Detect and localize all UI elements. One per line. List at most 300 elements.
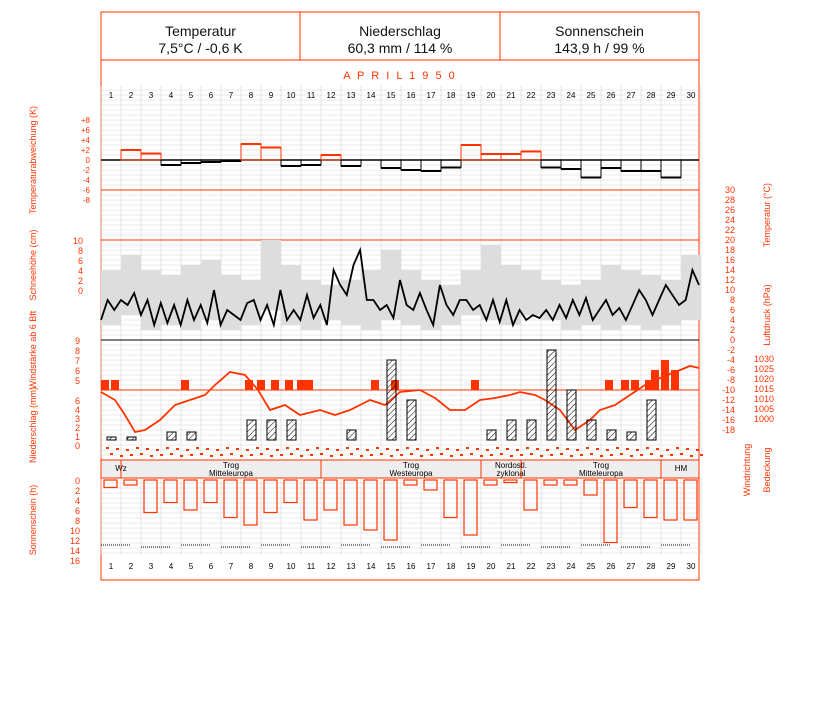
temperature-tick: 22 xyxy=(724,225,735,235)
wind-bar xyxy=(285,380,293,390)
precip-bar xyxy=(287,420,296,440)
sunshine-tick: 2 xyxy=(74,486,80,496)
wind-bar xyxy=(621,380,629,390)
sunshine-bar xyxy=(344,480,357,525)
precip-bar xyxy=(347,430,356,440)
wind-direction-mark xyxy=(246,449,249,451)
cloud-cover-mark xyxy=(150,455,153,457)
precip-bar xyxy=(567,390,576,440)
wind-direction-mark xyxy=(386,448,389,450)
day-label-bottom: 25 xyxy=(586,562,596,571)
wind-direction-mark xyxy=(106,447,109,449)
day-label-top: 3 xyxy=(148,91,154,100)
cloud-cover-mark xyxy=(340,454,343,456)
sunshine-bar xyxy=(284,480,297,503)
header-temperature-value: 7,5°C / -0,6 K xyxy=(158,40,243,56)
temp-anomaly-tick: 0 xyxy=(85,156,90,165)
temp-anomaly-bar xyxy=(601,160,621,168)
temp-anomaly-bar xyxy=(641,160,661,171)
cloud-cover-mark xyxy=(470,453,473,455)
temp-anomaly-bar xyxy=(561,160,581,169)
wind-bar xyxy=(101,380,109,390)
day-label-top: 22 xyxy=(526,91,536,100)
cloud-cover-mark xyxy=(310,454,313,456)
day-label-top: 13 xyxy=(346,91,356,100)
wind-direction-mark xyxy=(426,449,429,451)
cloud-cover-mark xyxy=(510,455,513,457)
day-label-top: 4 xyxy=(168,91,174,100)
day-label-top: 17 xyxy=(426,91,436,100)
sunshine-bar xyxy=(324,480,337,510)
wind-bar xyxy=(257,380,265,390)
header-precipitation-value: 60,3 mm / 114 % xyxy=(347,40,453,56)
cloud-cover-mark xyxy=(430,454,433,456)
sunshine-bar xyxy=(404,480,417,485)
precip-tick: 2 xyxy=(74,423,80,433)
cloud-cover-mark xyxy=(640,454,643,456)
temp-anomaly-bar xyxy=(241,144,261,160)
precip-tick: 3 xyxy=(74,414,80,424)
temperature-band xyxy=(681,255,701,320)
temperature-tick: 26 xyxy=(724,205,735,215)
wind-direction-mark xyxy=(136,447,139,449)
precip-axis-label: Niederschlag (mm) xyxy=(28,386,38,464)
sunshine-bar xyxy=(684,480,697,520)
cloud-cover-mark xyxy=(390,455,393,457)
temp-anomaly-tick: +2 xyxy=(80,146,90,155)
temperature-tick: 20 xyxy=(724,235,735,245)
wind-direction-mark xyxy=(416,448,419,450)
day-label-bottom: 8 xyxy=(248,562,254,571)
precip-tick: 4 xyxy=(74,405,80,415)
sunshine-bar xyxy=(664,480,677,520)
day-label-top: 23 xyxy=(546,91,556,100)
day-label-bottom: 30 xyxy=(686,562,696,571)
temperature-tick: 28 xyxy=(724,195,735,205)
sunshine-tick: 12 xyxy=(69,536,80,546)
precip-tick: 6 xyxy=(74,396,80,406)
cloud-cover-mark xyxy=(210,455,213,457)
temperature-tick: -18 xyxy=(721,425,735,435)
precip-bar xyxy=(167,432,176,440)
sunshine-tick: 6 xyxy=(74,506,80,516)
precip-bar xyxy=(487,430,496,440)
sunshine-tick: 16 xyxy=(69,556,80,566)
sunshine-bar xyxy=(384,480,397,540)
temperature-tick: 18 xyxy=(724,245,735,255)
day-label-top: 30 xyxy=(686,91,696,100)
sunshine-tick: 14 xyxy=(69,546,80,556)
temperature-tick: 30 xyxy=(724,185,735,195)
cloud-cover-mark xyxy=(420,455,423,457)
cloud-cover-mark xyxy=(440,453,443,455)
day-label-top: 27 xyxy=(626,91,636,100)
wind-direction-mark xyxy=(496,447,499,449)
day-label-top: 19 xyxy=(466,91,476,100)
temperature-tick: -2 xyxy=(726,345,735,355)
weather-type-name: Westeuropa xyxy=(389,469,433,478)
cloud-cover-mark xyxy=(490,454,493,456)
wind-direction-mark xyxy=(206,448,209,450)
wind-direction-mark xyxy=(306,449,309,451)
wind-direction-mark xyxy=(436,447,439,449)
sunshine-bar xyxy=(644,480,657,518)
cloud-cover-mark xyxy=(610,454,613,456)
wind-direction-mark xyxy=(596,448,599,450)
snow-tick: 2 xyxy=(77,276,83,286)
day-label-top: 10 xyxy=(286,91,296,100)
day-label-bottom: 23 xyxy=(546,562,556,571)
snow-axis-label: Schneehöhe (cm) xyxy=(28,229,38,301)
cloud-cover-mark xyxy=(480,455,483,457)
temperature-band xyxy=(521,270,541,315)
cloud-cover-mark xyxy=(460,454,463,456)
sunshine-bar xyxy=(444,480,457,518)
day-label-bottom: 14 xyxy=(366,562,376,571)
cloud-cover-mark xyxy=(400,454,403,456)
temperature-tick: -4 xyxy=(726,355,735,365)
wind-axis-label: Windstärke ab 6 Bft xyxy=(28,310,38,390)
day-label-top: 7 xyxy=(228,91,234,100)
day-label-bottom: 16 xyxy=(406,562,416,571)
wind-direction-mark xyxy=(636,449,639,451)
cloud-cover-mark xyxy=(120,455,123,457)
cloud-cover-mark xyxy=(700,454,703,456)
temp-anomaly-bar xyxy=(621,160,641,171)
wind-direction-mark xyxy=(566,448,569,450)
wind-direction-mark xyxy=(366,449,369,451)
day-label-top: 1 xyxy=(108,91,114,100)
wind-direction-mark xyxy=(516,449,519,451)
day-label-bottom: 22 xyxy=(526,562,536,571)
temperature-tick: 8 xyxy=(729,295,735,305)
precip-bar xyxy=(187,432,196,440)
snow-tick: 8 xyxy=(77,246,83,256)
day-label-bottom: 5 xyxy=(188,562,194,571)
temp-anomaly-bar xyxy=(261,148,281,161)
temp-anomaly-tick: +4 xyxy=(80,136,90,145)
cloud-cover-mark xyxy=(650,453,653,455)
sunshine-bar xyxy=(104,480,117,488)
wind-direction-mark xyxy=(356,448,359,450)
cloud-cover-mark xyxy=(110,453,113,455)
cloud-cover-mark xyxy=(240,455,243,457)
wind-direction-mark xyxy=(286,447,289,449)
wind-direction-mark xyxy=(586,447,589,449)
wind-direction-mark xyxy=(666,449,669,451)
temperature-tick: 16 xyxy=(724,255,735,265)
day-label-top: 6 xyxy=(208,91,214,100)
sunshine-axis-label: Sonnenschein (h) xyxy=(28,484,38,556)
wind-direction-label: Windrichtung xyxy=(742,443,752,497)
precip-bar xyxy=(547,350,556,440)
temperature-tick: 14 xyxy=(724,265,735,275)
sunshine-bar xyxy=(504,480,517,483)
wind-direction-mark xyxy=(236,448,239,450)
wind-direction-mark xyxy=(466,447,469,449)
pressure-tick: 1010 xyxy=(753,394,774,404)
temperature-tick: 2 xyxy=(729,325,735,335)
day-label-top: 26 xyxy=(606,91,616,100)
cloud-cover-mark xyxy=(260,453,263,455)
cloud-cover-mark xyxy=(320,453,323,455)
weather-type-code: HM xyxy=(674,464,688,473)
cloud-cover-mark xyxy=(620,453,623,455)
wind-direction-mark xyxy=(346,447,349,449)
cloud-cover-mark xyxy=(160,454,163,456)
day-label-top: 18 xyxy=(446,91,456,100)
cloud-cover-mark xyxy=(500,453,503,455)
cloud-cover-mark xyxy=(450,455,453,457)
temperature-tick: 24 xyxy=(724,215,735,225)
cloud-cover-mark xyxy=(580,454,583,456)
precip-bar xyxy=(607,430,616,440)
weather-type-code: Nordostl. xyxy=(494,461,528,470)
wind-bar xyxy=(111,380,119,390)
precip-bar xyxy=(507,420,516,440)
header-sunshine-title: Sonnenschein xyxy=(555,23,644,39)
day-label-bottom: 24 xyxy=(566,562,576,571)
wind-direction-mark xyxy=(296,448,299,450)
wind-direction-mark xyxy=(456,449,459,451)
day-label-bottom: 26 xyxy=(606,562,616,571)
wind-direction-mark xyxy=(376,447,379,449)
temperature-tick: -6 xyxy=(726,365,735,375)
sunshine-bar xyxy=(624,480,637,508)
precip-tick: 1 xyxy=(74,432,80,442)
wind-direction-mark xyxy=(506,448,509,450)
sunshine-bar xyxy=(424,480,437,490)
sunshine-bar xyxy=(124,480,137,485)
day-label-top: 15 xyxy=(386,91,396,100)
pressure-tick: 1005 xyxy=(753,404,774,414)
pressure-axis-label: Luftdruck (hPa) xyxy=(762,284,772,346)
cloud-cover-mark xyxy=(250,454,253,456)
temp-anomaly-bar xyxy=(541,160,561,168)
temperature-tick: -12 xyxy=(721,395,735,405)
cloud-cover-mark xyxy=(680,453,683,455)
wind-direction-mark xyxy=(326,448,329,450)
header-precipitation-title: Niederschlag xyxy=(359,23,441,39)
cloud-cover-mark xyxy=(560,453,563,455)
precip-bar xyxy=(627,432,636,440)
wind-direction-mark xyxy=(546,449,549,451)
precip-bar xyxy=(387,360,396,440)
day-label-top: 8 xyxy=(248,91,254,100)
temperature-band xyxy=(381,250,401,320)
day-label-bottom: 6 xyxy=(208,562,214,571)
wind-direction-mark xyxy=(446,448,449,450)
header-sunshine-value: 143,9 h / 99 % xyxy=(554,40,645,56)
day-label-bottom: 12 xyxy=(326,562,336,571)
wind-direction-mark xyxy=(486,449,489,451)
sunshine-bar xyxy=(184,480,197,510)
cloud-cover-mark xyxy=(220,454,223,456)
wind-direction-mark xyxy=(556,447,559,449)
day-label-top: 21 xyxy=(506,91,516,100)
sunshine-bar xyxy=(244,480,257,525)
snow-tick: 4 xyxy=(77,266,83,276)
temperature-tick: 4 xyxy=(729,315,735,325)
cloud-cover-mark xyxy=(200,453,203,455)
cloud-cover-mark xyxy=(670,454,673,456)
sunshine-bar xyxy=(544,480,557,485)
snow-tick: 0 xyxy=(77,286,83,296)
wind-direction-mark xyxy=(606,449,609,451)
cloud-cover-mark xyxy=(370,454,373,456)
day-label-bottom: 13 xyxy=(346,562,356,571)
temperature-tick: 6 xyxy=(729,305,735,315)
precip-bar xyxy=(267,420,276,440)
pressure-tick: 1015 xyxy=(753,384,774,394)
temp-anomaly-tick: -4 xyxy=(82,176,90,185)
pressure-tick: 1020 xyxy=(753,374,774,384)
wind-tick: 9 xyxy=(74,336,80,346)
cloud-cover-mark xyxy=(410,453,413,455)
day-label-top: 25 xyxy=(586,91,596,100)
wind-direction-mark xyxy=(226,447,229,449)
temperature-band xyxy=(561,285,581,330)
day-label-bottom: 21 xyxy=(506,562,516,571)
wind-direction-mark xyxy=(316,447,319,449)
day-label-top: 2 xyxy=(128,91,134,100)
wind-bar xyxy=(305,380,313,390)
temp-anomaly-bar xyxy=(421,160,441,171)
pressure-tick: 1030 xyxy=(753,354,774,364)
cloud-cover-mark xyxy=(180,455,183,457)
temp-anomaly-tick: -2 xyxy=(82,166,90,175)
pressure-line xyxy=(101,366,699,432)
sunshine-bar xyxy=(584,480,597,495)
precip-bar xyxy=(247,420,256,440)
wind-direction-mark xyxy=(536,448,539,450)
temperature-band xyxy=(101,270,121,325)
temperature-band xyxy=(221,275,241,330)
cloud-cover-mark xyxy=(570,455,573,457)
temp-anomaly-tick: -8 xyxy=(82,196,90,205)
day-label-top: 5 xyxy=(188,91,194,100)
wind-bar xyxy=(471,380,479,390)
cloud-cover-mark xyxy=(380,453,383,455)
day-label-bottom: 15 xyxy=(386,562,396,571)
cloud-cover-mark xyxy=(530,453,533,455)
wind-bar xyxy=(371,380,379,390)
cloud-cover-mark xyxy=(170,453,173,455)
wind-direction-mark xyxy=(396,449,399,451)
wind-bar xyxy=(297,380,305,390)
wind-bar xyxy=(181,380,189,390)
precip-tick: 0 xyxy=(74,441,80,451)
temp-anomaly-bar xyxy=(461,145,481,160)
wind-tick: 7 xyxy=(74,356,80,366)
cloud-cover-mark xyxy=(300,455,303,457)
wind-direction-mark xyxy=(196,447,199,449)
wind-bar xyxy=(631,380,639,390)
wind-direction-mark xyxy=(626,448,629,450)
temperature-band xyxy=(601,265,621,330)
weather-type-name: Mitteleuropa xyxy=(578,469,624,478)
sunshine-bar xyxy=(224,480,237,518)
cloud-cover-mark xyxy=(350,453,353,455)
wind-direction-mark xyxy=(406,447,409,449)
sunshine-bar xyxy=(304,480,317,520)
day-label-bottom: 20 xyxy=(486,562,496,571)
temperature-tick: -14 xyxy=(721,405,735,415)
cloud-cover-mark xyxy=(540,455,543,457)
precip-bar xyxy=(107,437,116,440)
day-label-bottom: 19 xyxy=(466,562,476,571)
wind-direction-mark xyxy=(616,447,619,449)
wind-bar xyxy=(271,380,279,390)
cloud-cover-mark xyxy=(630,455,633,457)
sunshine-bar xyxy=(264,480,277,513)
snow-tick: 6 xyxy=(77,256,83,266)
weather-type-name: Mitteleuropa xyxy=(208,469,254,478)
cloud-cover-mark xyxy=(520,454,523,456)
day-label-top: 9 xyxy=(268,91,274,100)
precip-bar xyxy=(127,437,136,440)
wind-direction-mark xyxy=(526,447,529,449)
pressure-tick: 1000 xyxy=(753,414,774,424)
wind-direction-mark xyxy=(646,447,649,449)
header-temperature-title: Temperatur xyxy=(165,23,236,39)
cloud-cover-mark xyxy=(270,455,273,457)
day-label-bottom: 18 xyxy=(446,562,456,571)
wind-direction-mark xyxy=(146,448,149,450)
wind-direction-mark xyxy=(266,448,269,450)
cloud-cover-mark xyxy=(140,453,143,455)
cloud-cover-mark xyxy=(550,454,553,456)
day-label-bottom: 17 xyxy=(426,562,436,571)
precip-bar xyxy=(407,400,416,440)
day-label-bottom: 1 xyxy=(108,562,114,571)
sunshine-bar xyxy=(144,480,157,513)
sunshine-bar xyxy=(564,480,577,485)
day-label-bottom: 10 xyxy=(286,562,296,571)
wind-direction-mark xyxy=(156,449,159,451)
wind-direction-mark xyxy=(336,449,339,451)
cloud-cover-mark xyxy=(330,455,333,457)
cloud-cover-mark xyxy=(590,453,593,455)
wind-direction-mark xyxy=(276,449,279,451)
sunshine-bar xyxy=(484,480,497,485)
day-label-top: 24 xyxy=(566,91,576,100)
cloud-cover-label: Bedeckung xyxy=(762,447,772,493)
sunshine-bar xyxy=(524,480,537,510)
temp-anomaly-tick: +6 xyxy=(80,126,90,135)
sunshine-bar xyxy=(204,480,217,503)
cloud-cover-mark xyxy=(230,453,233,455)
sunshine-bar xyxy=(364,480,377,530)
wind-bar xyxy=(605,380,613,390)
cloud-cover-mark xyxy=(280,454,283,456)
wind-direction-mark xyxy=(216,449,219,451)
wind-tick: 6 xyxy=(74,366,80,376)
wind-tick: 5 xyxy=(74,376,80,386)
day-label-bottom: 4 xyxy=(168,562,174,571)
temp-anomaly-axis-label: Temperaturabweichung (K) xyxy=(28,105,38,215)
cloud-cover-mark xyxy=(190,454,193,456)
day-label-top: 16 xyxy=(406,91,416,100)
temperature-band xyxy=(141,270,161,330)
weather-type-code: Wz xyxy=(115,464,127,473)
precip-bar xyxy=(527,420,536,440)
wind-direction-mark xyxy=(696,449,699,451)
temperature-band xyxy=(181,265,201,330)
wind-direction-mark xyxy=(656,448,659,450)
temp-anomaly-bar xyxy=(381,160,401,168)
temperature-tick: -8 xyxy=(726,375,735,385)
